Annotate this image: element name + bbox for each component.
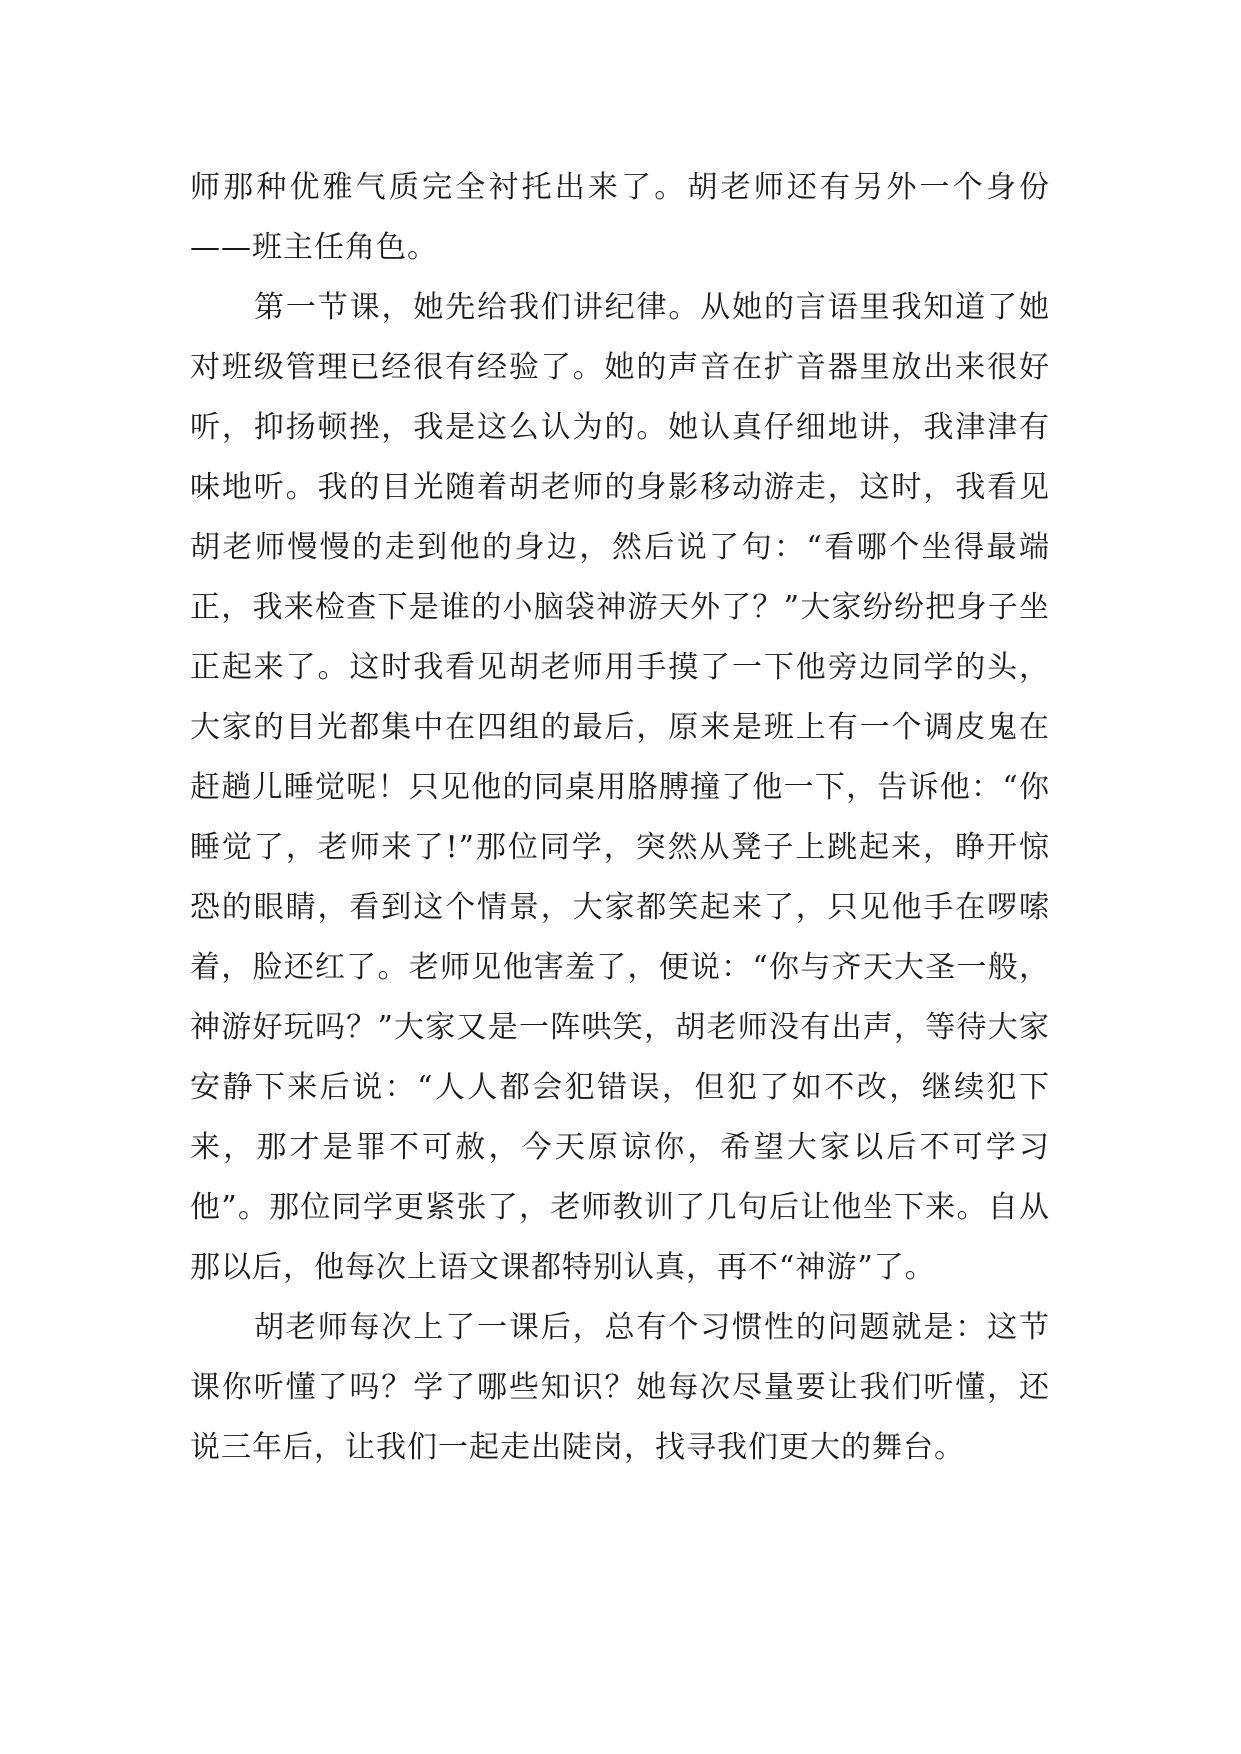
document-body (190, 158, 1050, 1478)
paragraph-teacher-habit: 胡老师每次上了一课后，总有个习惯性的问题就是：这节课你听懂了吗？学了哪些知识？她每次尽量要让我们听懂，还说三年后，让我们一起走出陡岗，找寻我们更大的舞台。 (190, 1310, 1050, 1465)
paragraph-continuation: 师那种优雅气质完全衬托出来了。胡老师还有另外一个身份——班主任角色。 (190, 170, 1050, 265)
paragraph-classroom-story: 第一节课，她先给我们讲纪律。从她的言语里我知道了她对班级管理已经很有经验了。她的声音在扩音器里放出来很好听，抑扬顿挫，我是这么认为的。她认真仔细地讲，我津津有味地听。我的目光随着胡老师的身影移动游走，这时，我看见胡老师慢慢的走到他的身边，然后说了句：“看哪个坐得最端正，我来检查下是谁的小脑袋神游天外了？”大家纷纷把身子坐正起来了。这时我看见胡老师用手摸了一下他旁边同学的头，大家的目光都集中在四组的最后，原来是班上有一个调皮鬼在赶趟儿睡觉呢！只见他的同桌用胳膊撞了他一下，告诉他：“你睡觉了，老师来了!”那位同学，突然从凳子上跳起来，睁开惊恐的眼睛，看到这个情景，大家都笑起来了，只见他手在啰嗦着，脸还红了。老师见他害羞了，便说：“你与齐天大圣一般，神游好玩吗？”大家又是一阵哄笑，胡老师没有出声，等待大家安静下来后说：“人人都会犯错误，但犯了如不改，继续犯下来，那才是罪不可赦，今天原谅你，希望大家以后不可学习他”。那位同学更紧张了，老师教训了几句后让他坐下来。自从那以后，他每次上语文课都特别认真，再不“神游”了。 (190, 290, 1050, 1285)
